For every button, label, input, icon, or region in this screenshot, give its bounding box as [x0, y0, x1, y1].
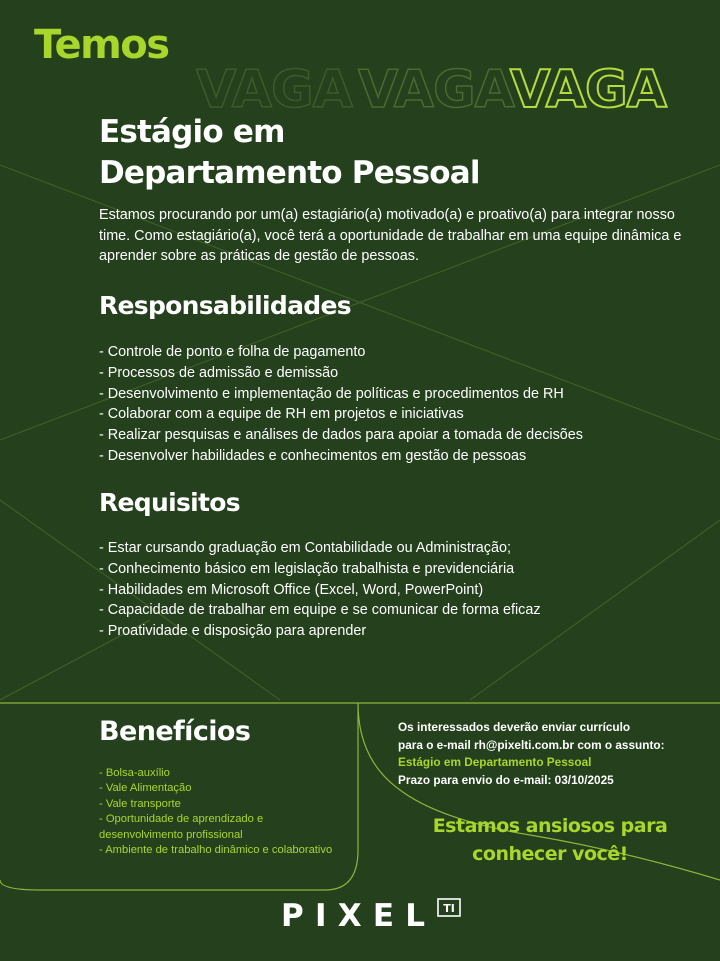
list-item: - Desenvolvimento e implementação de políticas e procedimentos de RH	[99, 385, 564, 402]
logo-text: PIXEL	[281, 898, 431, 932]
list-item: - Habilidades em Microsoft Office (Excel, Word, PowerPoint)	[99, 581, 484, 598]
vaga-outline-1: VAGA	[196, 60, 352, 120]
closing-line-1: Estamos ansiosos para	[432, 815, 668, 837]
list-item: - Vale transporte	[99, 797, 181, 810]
closing-message	[400, 812, 700, 868]
list-item: - Controle de ponto e folha de pagamento	[99, 344, 366, 360]
list-item: - Bolsa-auxílio	[99, 767, 170, 779]
requirements-heading: Requisitos	[99, 488, 240, 517]
list-item: - Processos de admissão e demissão	[99, 364, 339, 381]
list-item: - Estar cursando graduação em Contabilidade ou Administração;	[99, 540, 511, 556]
contact-line-2: para o e-mail rh@pixelti.com.br com o assunto:	[398, 737, 665, 752]
intro-paragraph: Estamos procurando por um(a) estagiário(a) motivado(a) e proativo(a) para integrar nosso time. Como estagiário(a), você terá a oportunidade de trabalhar em uma equipe dinâmica e aprender sobre as práticas de gestão de pessoas.	[99, 207, 682, 264]
list-item: - Desenvolver habilidades e conhecimentos em gestão de pessoas	[99, 447, 527, 464]
list-item: - Colaborar com a equipe de RH em projetos e iniciativas	[99, 406, 464, 423]
list-item: - Vale Alimentação	[99, 782, 192, 795]
responsibilities-heading: Responsabilidades	[99, 291, 351, 320]
list-item: - Conhecimento básico em legislação trabalhista e previdenciária	[99, 560, 515, 577]
job-title-line-1: Estágio em	[99, 114, 285, 150]
vaga-outline-3: VAGA	[510, 60, 666, 120]
contact-deadline: Prazo para envio do e-mail: 03/10/2025	[398, 772, 614, 787]
requirements-list	[99, 538, 679, 642]
list-item: - Capacidade de trabalhar em equipe e se comunicar de forma eficaz	[99, 602, 541, 619]
benefits-list	[99, 766, 339, 858]
vaga-banner	[0, 60, 720, 120]
vaga-outline-2: VAGA	[358, 60, 514, 120]
closing-line-2: conhecer você!	[472, 843, 628, 865]
benefits-heading: Benefícios	[99, 716, 251, 747]
list-item: - Oportunidade de aprendizado e desenvolvimento profissional	[99, 813, 264, 841]
list-item: - Ambiente de trabalho dinâmico e colaborativo	[99, 844, 333, 857]
contact-line-1: Os interessados deverão enviar currículo	[398, 720, 631, 734]
temos-heading: Temos	[34, 22, 169, 68]
job-title-line-2: Departamento Pessoal	[99, 155, 480, 191]
list-item: - Proatividade e disposição para aprender	[99, 623, 367, 640]
pixel-logo	[281, 896, 467, 932]
job-title	[99, 112, 659, 194]
contact-info	[398, 719, 718, 789]
logo-badge: TI	[443, 902, 455, 915]
responsibilities-list	[99, 342, 679, 467]
contact-subject: Estágio em Departamento Pessoal	[398, 755, 592, 770]
list-item: - Realizar pesquisas e análises de dados para apoiar a tomada de decisões	[99, 427, 583, 444]
